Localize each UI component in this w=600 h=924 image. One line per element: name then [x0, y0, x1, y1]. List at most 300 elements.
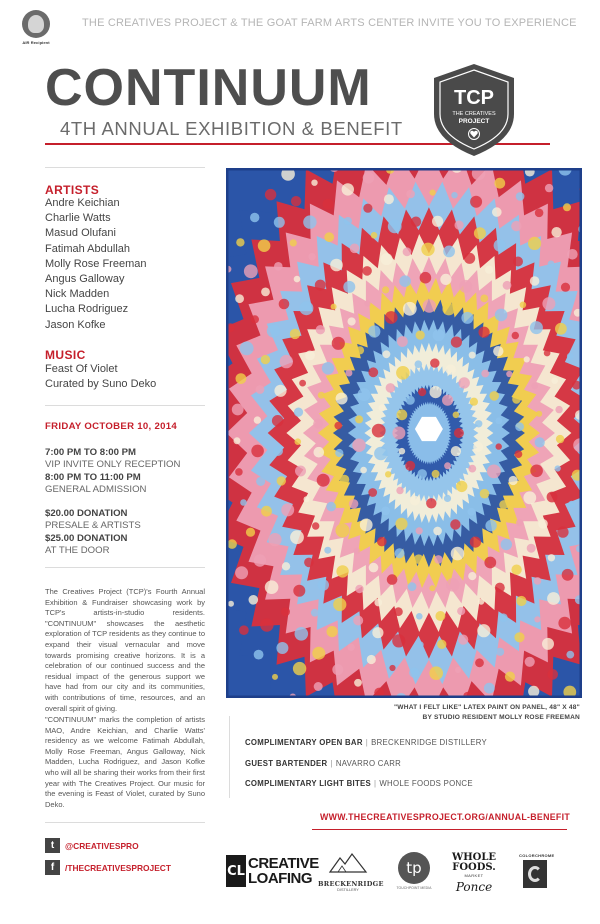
artwork-dot	[464, 253, 475, 264]
artwork-dot	[496, 417, 503, 424]
artwork-dot	[418, 388, 426, 396]
artwork-dot	[520, 302, 527, 309]
artist-name: Angus Galloway	[45, 273, 125, 286]
artwork-dot	[551, 377, 558, 384]
artwork-dot	[362, 266, 372, 276]
air-badge-icon	[22, 10, 50, 38]
artwork-dot	[363, 172, 375, 184]
artwork-dot	[274, 262, 283, 271]
artwork-dot	[279, 299, 290, 310]
touchpoint-sub: TOUCHPOINT MEDIA	[396, 886, 432, 890]
artwork-dot	[281, 503, 294, 516]
artwork-dot	[501, 539, 512, 550]
artwork-dot	[312, 647, 325, 660]
artwork-dot	[384, 194, 394, 204]
artwork-dot	[494, 178, 505, 189]
artwork-dot	[516, 596, 526, 606]
artwork-dot	[395, 548, 405, 558]
artwork-dot	[535, 437, 545, 447]
artwork-caption-line2: BY STUDIO RESIDENT MOLLY ROSE FREEMAN	[422, 713, 580, 721]
artwork-dot	[290, 530, 304, 544]
artwork-dot	[349, 499, 359, 509]
facebook-handle[interactable]	[45, 860, 171, 875]
artwork-dot	[345, 370, 352, 377]
artwork-dot	[304, 558, 314, 568]
artwork-dot	[246, 528, 255, 537]
artwork-dot	[336, 524, 350, 538]
schedule-block	[45, 447, 180, 496]
artwork-dot	[408, 582, 417, 591]
artwork-dot	[374, 447, 388, 461]
artwork-dot	[379, 404, 386, 411]
artwork-dot	[274, 217, 285, 228]
artwork-dot	[451, 337, 462, 348]
artwork-dot	[430, 358, 439, 367]
artwork-dot	[561, 283, 570, 292]
breckenridge-name: BRECKENRIDGE	[318, 880, 384, 888]
artwork-dot	[333, 598, 346, 611]
artwork-dot	[342, 183, 354, 195]
artwork-dot	[478, 598, 484, 604]
artists-list	[45, 196, 146, 333]
artwork-dot	[382, 286, 389, 293]
artwork-dot	[353, 548, 360, 555]
artwork-dot	[443, 246, 455, 258]
artwork-dot	[432, 470, 440, 478]
website-link[interactable]: WWW.THECREATIVESPROJECT.ORG/ANNUAL-BENEFIT	[320, 812, 570, 822]
artwork-dot	[235, 468, 243, 476]
artwork-dot	[506, 371, 512, 377]
artwork-dot	[367, 655, 376, 664]
artwork-dot	[416, 527, 423, 534]
artwork-dot	[511, 221, 521, 231]
artwork-dot	[399, 275, 411, 287]
artwork-dot	[272, 415, 284, 427]
artwork-dot	[234, 437, 241, 444]
twitter-handle-text: @CREATIVESPRO	[65, 840, 139, 851]
artwork-dot	[430, 386, 442, 398]
artwork-dot	[496, 443, 502, 449]
artwork-dot	[470, 196, 482, 208]
artwork-dot	[421, 243, 434, 256]
artwork-caption-line1: "WHAT I FELT LIKE" LATEX PAINT ON PANEL, 48" X 48"	[393, 704, 580, 711]
artwork-dot	[513, 257, 523, 267]
artwork-dot	[240, 499, 247, 506]
sponsor-divider	[229, 716, 230, 798]
artwork-dot	[250, 213, 259, 222]
sponsor-line: COMPLIMENTARY OPEN BAR | BRECKENRIDGE DISTILLERY	[245, 738, 488, 747]
artwork-dot	[534, 577, 542, 585]
artwork-dot	[567, 249, 578, 260]
artwork-dot	[368, 488, 377, 497]
artwork-dot	[515, 450, 523, 458]
artwork-dot	[495, 583, 505, 593]
artwork-dot	[403, 302, 417, 316]
artwork-dot	[368, 367, 378, 377]
artwork-dot	[392, 634, 405, 647]
artwork-dot	[356, 346, 364, 354]
artwork-dot	[555, 465, 561, 471]
artwork-dot	[444, 462, 451, 469]
artwork-dot	[485, 266, 493, 274]
artwork-dot	[481, 370, 489, 378]
artwork-dot	[544, 350, 551, 357]
artwork-dot	[542, 638, 554, 650]
artwork-dot	[434, 555, 443, 564]
artwork-dot	[313, 419, 323, 429]
artwork-dot	[295, 466, 306, 477]
artwork-dot	[417, 641, 424, 648]
artwork-dot	[455, 667, 461, 673]
artwork-dot	[480, 295, 488, 303]
artwork-dot	[470, 537, 481, 548]
artwork-dot	[528, 686, 539, 697]
artwork-dot	[527, 544, 536, 553]
artwork-dot	[372, 627, 383, 638]
artwork-dot	[314, 447, 325, 458]
artwork-dot	[385, 311, 398, 324]
artwork-dot	[453, 412, 460, 419]
artwork-dot	[516, 519, 523, 526]
artwork-dot	[459, 377, 470, 388]
artwork-dot	[397, 409, 408, 420]
artwork-dot	[254, 554, 266, 566]
artwork-dot	[397, 336, 408, 347]
artwork-dot	[457, 607, 465, 615]
artwork-dot	[261, 288, 270, 297]
artwork-dot	[323, 199, 334, 210]
whole-foods-location: Ponce	[455, 880, 493, 894]
artwork-dot	[420, 272, 432, 284]
artwork-dot	[455, 221, 464, 230]
artwork-dot	[470, 398, 478, 406]
artwork-dot	[516, 192, 525, 201]
artwork-dot	[525, 657, 535, 667]
artwork-dot	[291, 196, 301, 206]
artwork-dot	[461, 312, 473, 324]
artwork-dot	[303, 215, 316, 228]
breckenridge-logo	[318, 852, 384, 892]
artwork-dot	[228, 601, 234, 607]
artwork-dot	[484, 683, 495, 694]
artwork-dot	[332, 664, 343, 675]
artwork-dot	[414, 554, 424, 564]
artwork-dot	[479, 327, 490, 338]
artwork-dot	[236, 373, 247, 384]
artwork-dot	[299, 301, 313, 315]
artwork-dot	[477, 624, 490, 637]
creative-loafing-line1: CREATIVE	[248, 855, 319, 872]
pricing-block	[45, 508, 141, 557]
artwork-dot	[542, 297, 555, 310]
artwork-dot	[395, 518, 407, 530]
artwork-dot	[282, 562, 290, 570]
artwork-dot	[568, 501, 575, 508]
artwork-dot	[406, 396, 415, 405]
artwork-dot	[495, 309, 508, 322]
artwork-dot	[456, 481, 467, 492]
time-slot-1-desc: VIP INVITE ONLY RECEPTION	[45, 459, 181, 471]
artwork-dot	[474, 227, 486, 239]
artist-name: Fatimah Abdullah	[45, 242, 130, 255]
artwork-dot	[293, 662, 306, 675]
touchpoint-logo	[396, 852, 432, 890]
artwork-dot	[343, 281, 355, 293]
artwork-dot	[562, 569, 574, 581]
facebook-icon: f	[45, 860, 60, 875]
price-1-desc: PRESALE & ARTISTS	[45, 520, 141, 532]
artwork-dot	[429, 585, 435, 591]
artwork-dot	[364, 300, 370, 306]
artwork-dot	[371, 232, 378, 239]
artwork-dot	[381, 507, 390, 516]
artwork-dot	[244, 264, 258, 278]
artwork-dot	[260, 618, 273, 631]
artwork-dot	[410, 496, 420, 506]
artwork-dot	[369, 563, 379, 573]
artwork-dot	[538, 519, 548, 529]
artwork-dot	[372, 424, 386, 438]
artwork-dot	[496, 648, 504, 656]
artwork-dot	[493, 346, 503, 356]
artwork-dot	[557, 526, 568, 537]
artwork-dot	[340, 475, 350, 485]
price-1: $20.00 DONATION	[45, 508, 128, 519]
artwork-dot	[416, 331, 425, 340]
artwork-dot	[545, 184, 553, 192]
artist-name: Nick Madden	[45, 288, 110, 301]
artwork-dot	[386, 383, 396, 393]
artwork-dot	[327, 626, 338, 637]
artwork-dot	[394, 607, 403, 616]
artwork-pattern	[226, 168, 582, 698]
artwork-dot	[454, 428, 464, 438]
artwork-dot	[535, 209, 544, 218]
artwork-dot	[489, 391, 499, 401]
artwork-dot	[331, 304, 337, 310]
sponsor-label: GUEST BARTENDER	[245, 759, 328, 768]
artwork-painting	[226, 168, 582, 698]
artwork-dot	[444, 495, 451, 502]
artwork-dot	[249, 595, 259, 605]
artwork-dot	[555, 323, 567, 335]
artwork-dot	[555, 406, 562, 413]
artwork-dot	[353, 616, 363, 626]
artwork-dot	[511, 565, 521, 575]
divider	[45, 167, 205, 168]
music-list	[45, 362, 156, 392]
page-subtitle: 4TH ANNUAL EXHIBITION & BENEFIT	[60, 118, 403, 139]
artwork-dot	[534, 616, 540, 622]
artwork-dot	[416, 613, 423, 620]
artwork-dot	[360, 467, 367, 474]
artwork-dot	[318, 579, 329, 590]
artwork-dot	[499, 613, 508, 622]
artwork-dot	[256, 477, 265, 486]
artwork-dot	[429, 666, 443, 680]
artists-heading: ARTISTS	[45, 183, 100, 197]
artwork-dot	[355, 415, 363, 423]
artwork-dot	[274, 385, 286, 397]
artwork-dot	[387, 574, 398, 585]
artwork-dot	[487, 465, 501, 479]
artwork-dot	[305, 351, 315, 361]
artwork-dot	[442, 395, 453, 406]
artwork-dot	[334, 422, 342, 430]
artwork-dot	[548, 554, 555, 561]
artwork-dot	[446, 364, 456, 374]
price-2: $25.00 DONATION	[45, 532, 128, 544]
artwork-dot	[232, 404, 244, 416]
music-line: Curated by Suno Deko	[45, 378, 157, 391]
invite-line: THE CREATIVES PROJECT & THE GOAT FARM ARTS CENTER INVITE YOU TO EXPERIENCE	[82, 17, 577, 29]
artwork-dot	[336, 393, 348, 405]
artwork-dot	[251, 315, 259, 323]
artwork-dot	[468, 508, 476, 516]
artwork-dot	[492, 207, 502, 217]
artwork-dot	[311, 180, 317, 186]
artwork-dot	[530, 321, 543, 334]
artwork-dot	[558, 617, 571, 630]
creative-loafing-logo	[226, 855, 319, 887]
artwork-dot	[235, 566, 248, 579]
artwork-dot	[433, 527, 442, 536]
artwork-dot	[450, 519, 460, 529]
breckenridge-sub: DISTILLERY	[337, 888, 359, 892]
artwork-dot	[411, 217, 421, 227]
artwork-dot	[348, 317, 356, 325]
artwork-dot	[254, 650, 264, 660]
music-heading: MUSIC	[45, 348, 86, 362]
artwork-dot	[451, 192, 457, 198]
twitter-icon: t	[45, 838, 60, 853]
artwork-dot	[548, 261, 555, 268]
artist-name: Lucha Rodriguez	[45, 303, 129, 316]
sponsor-label: COMPLIMENTARY LIGHT BITES	[245, 779, 372, 788]
artwork-dot	[485, 520, 496, 531]
artwork-dot	[536, 411, 542, 417]
tcp-logo-line1: THE CREATIVES	[452, 111, 496, 117]
time-slot-2-desc: GENERAL ADMISSION	[45, 483, 147, 495]
artwork-dot	[515, 422, 524, 431]
artwork-dot	[293, 585, 305, 597]
artwork-dot	[268, 533, 281, 546]
touchpoint-mark: tp	[398, 852, 430, 884]
artwork-dot	[227, 539, 237, 549]
artwork-dot	[563, 203, 571, 211]
artwork-dot	[433, 329, 445, 341]
mountain-icon	[328, 852, 368, 874]
twitter-handle[interactable]	[45, 838, 139, 853]
artwork-dot	[458, 635, 468, 645]
artwork-dot	[360, 519, 373, 532]
artwork-dot	[409, 668, 419, 678]
website-underline	[312, 829, 567, 830]
whole-foods-sub: MARKET	[464, 873, 484, 878]
time-slot-2: 8:00 PM TO 11:00 PM	[45, 471, 141, 483]
artwork-dot	[396, 366, 410, 380]
artwork-dot	[480, 489, 490, 499]
artwork-dot	[277, 476, 286, 485]
artwork-dot	[415, 360, 423, 368]
artwork-dot	[556, 435, 564, 443]
artwork-dot	[280, 355, 293, 368]
artwork-dot	[547, 492, 558, 503]
artwork-dot	[530, 465, 543, 478]
artwork-dot	[494, 239, 506, 251]
artwork-dot	[383, 350, 391, 358]
artist-name: Andre Keichian	[45, 197, 120, 209]
artwork-dot	[315, 280, 326, 291]
divider	[45, 405, 205, 406]
artwork-dot	[469, 352, 476, 359]
artwork-dot	[528, 237, 541, 250]
artwork-dot	[358, 388, 371, 401]
whole-foods-logo	[452, 853, 496, 893]
artwork-dot	[426, 498, 436, 508]
artwork-dot	[396, 487, 403, 494]
artwork-dot	[332, 337, 345, 350]
artwork-dot	[440, 274, 451, 285]
artwork-dot	[392, 427, 405, 440]
artwork-dot	[363, 204, 372, 213]
artwork-dot	[304, 496, 310, 502]
artwork-dot	[251, 445, 264, 458]
description-paragraph-1: The Creatives Project (TCP)'s Fourth Annual Exhibition & Fundraiser showcasing work by TCP's artists-in-studio residents. "CONTINUUM" showcases the aesthetic exploration of TCP residents as they continue to expand their visual vernacular and move towards promising creative horizons. It is a celebration of our continued success and the residual impact of the generous support we have had from our city and its communities, with contributions of time, resources, and an overall spirit of giving.	[45, 587, 205, 713]
artwork-dot	[468, 465, 476, 473]
sponsor-label: COMPLIMENTARY OPEN BAR	[245, 738, 363, 747]
sponsor-value: NAVARRO CARR	[335, 759, 402, 768]
artwork-dot	[468, 572, 476, 580]
artwork-dot	[344, 217, 352, 225]
artwork-dot	[265, 189, 276, 200]
artwork-dot	[388, 220, 402, 234]
artwork-dot	[299, 380, 306, 387]
artwork-dot	[374, 599, 382, 607]
artwork-dot	[405, 461, 415, 471]
artwork-dot	[318, 392, 325, 399]
artwork-dot	[350, 244, 360, 254]
description-paragraph-2: "CONTINUUM" marks the completion of artists MAO, Andre Keichian, and Charlie Watts' residency as we welcome Fatimah Abdullah, Molly Rose Freeman, Angus Galloway, Nick Madden, Lucha Rodriguez, and Jason Kofke who will all be sharing their works from their first year with The Creatives Project. Our music for the evening is Feast of Violet, curated by Suno Deko.	[45, 715, 205, 809]
artwork-dot	[451, 547, 465, 561]
whole-foods-line2: FOODS.	[452, 862, 496, 873]
artwork-dot	[273, 446, 283, 456]
artwork-dot	[272, 674, 278, 680]
artist-name: Jason Kofke	[45, 318, 106, 331]
tcp-logo-line2: PROJECT	[458, 118, 490, 125]
artwork-dot	[459, 280, 472, 293]
sponsor-value: BRECKENRIDGE DISTILLERY	[371, 738, 488, 747]
sponsor-line: GUEST BARTENDER | NAVARRO CARR	[245, 759, 402, 768]
artwork-dot	[355, 585, 363, 593]
artwork-dot	[281, 607, 290, 616]
whole-foods-line1: WHOLE	[452, 852, 497, 863]
artwork-dot	[368, 325, 380, 337]
artwork-dot	[505, 672, 515, 682]
artwork-dot	[385, 471, 391, 477]
creative-loafing-mark: CL	[226, 855, 246, 887]
artwork-dot	[324, 547, 331, 554]
air-recipient-badge	[14, 10, 58, 45]
artwork-dot	[312, 522, 319, 529]
artwork-dot	[261, 355, 270, 364]
artwork-dot	[324, 232, 334, 242]
artwork-dot	[326, 502, 336, 512]
artwork-dot	[261, 506, 272, 517]
artwork-dot	[446, 578, 460, 592]
artwork-dot	[514, 632, 524, 642]
artwork-dot	[308, 253, 315, 260]
